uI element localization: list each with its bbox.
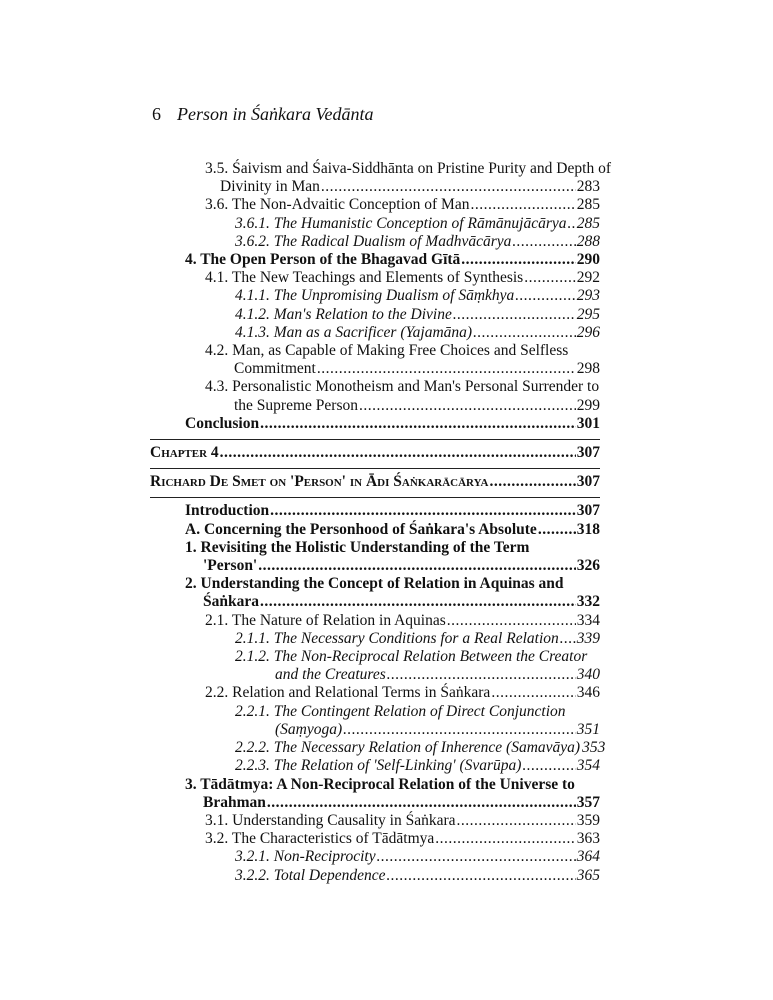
toc-entry-title: 2.2. Relation and Relational Terms in Śaṅkara (205, 684, 491, 702)
toc-entry[interactable] (150, 502, 600, 520)
toc-entry[interactable] (150, 397, 600, 415)
dot-leader (260, 593, 576, 611)
dot-leader (343, 721, 576, 739)
toc-entry[interactable] (150, 593, 600, 611)
toc-entry-page: 290 (576, 251, 600, 269)
dot-leader (470, 196, 575, 214)
toc-entry-title: 4.1. The New Teachings and Elements of Synthesis (205, 269, 524, 287)
toc-entry-title: 3.6.2. The Radical Dualism of Madhvācārya (235, 232, 512, 250)
dot-leader (491, 684, 575, 702)
toc-entry-title: 2.1. The Nature of Relation in Aquinas (205, 611, 446, 629)
toc-entry-page: 285 (576, 196, 600, 214)
toc-entry[interactable] (150, 557, 600, 575)
dot-leader (473, 324, 576, 342)
toc-entry-line: 2. Understanding the Concept of Relation in Aquinas and (185, 575, 564, 593)
toc-entry-title: 2.2.3. The Relation of 'Self-Linking' (Svarūpa) (235, 757, 522, 775)
toc-entry-page: 332 (576, 593, 600, 611)
toc-entry[interactable] (150, 360, 600, 378)
toc-entry-title: Richard De Smet on 'Person' in Ādi Śaṅkarācārya (150, 473, 489, 491)
toc-entry-title: Chapter 4 (150, 444, 219, 462)
toc-entry-title: and the Creatures (275, 666, 386, 684)
dot-leader (317, 360, 576, 378)
toc-entry-page: 359 (576, 811, 600, 829)
toc-entry-page: 283 (576, 178, 600, 196)
toc-entry-title: 3.1. Understanding Causality in Śaṅkara (205, 811, 456, 829)
toc-entry[interactable] (150, 306, 600, 324)
dot-leader (321, 178, 576, 196)
toc-entry-title: A. Concerning the Personhood of Śaṅkara's Absolute (185, 520, 537, 538)
toc-entry-title: 3.2. The Characteristics of Tādātmya (205, 830, 435, 848)
toc-entry-page: 364 (576, 848, 600, 866)
toc-entry-line: 3.5. Śaivism and Śaiva-Siddhānta on Pristine Purity and Depth of (205, 160, 611, 177)
toc-entry[interactable] (150, 233, 600, 251)
toc-entry[interactable] (150, 196, 600, 214)
toc-entry-page: 296 (576, 323, 600, 341)
toc-entry-line: 1. Revisiting the Holistic Understanding of the Term (185, 538, 530, 556)
dot-leader (560, 630, 576, 648)
toc-entry-page: 339 (576, 629, 600, 647)
toc-entry[interactable] (150, 867, 600, 885)
toc-entry-title: 'Person' (203, 557, 258, 575)
toc-divider (150, 468, 600, 469)
dot-leader (267, 794, 576, 812)
dot-leader (435, 830, 575, 848)
toc-entry-line: 3. Tādātmya: A Non-Reciprocal Relation of the Universe to (185, 775, 575, 793)
toc-divider (150, 439, 600, 440)
toc-entry-page: 293 (576, 287, 600, 305)
dot-leader (489, 473, 575, 491)
toc-entry-title: 4.1.2. Man's Relation to the Divine (235, 305, 452, 323)
toc-entry-line: 2.1.2. The Non-Reciprocal Relation Between the Creator (235, 648, 588, 666)
dot-leader (461, 251, 575, 269)
toc-entry[interactable] (150, 415, 600, 433)
toc-entry-title: 3.2.1. Non-Reciprocity (235, 848, 376, 866)
toc-entry-page: 334 (576, 611, 600, 629)
toc-entry-title: Śaṅkara (203, 593, 259, 611)
toc-entry-page: 307 (576, 473, 600, 491)
toc-entry-page: 353 (582, 739, 606, 757)
toc-entry[interactable] (150, 757, 600, 775)
toc-entry-page: 340 (576, 666, 600, 684)
dot-leader (515, 287, 575, 305)
toc-entry-title: 2.2.2. The Necessary Relation of Inherence (Samavāya) (235, 739, 581, 757)
dot-leader (258, 557, 576, 575)
dot-leader (453, 306, 576, 324)
running-title: Person in Śaṅkara Vedānta (177, 104, 374, 124)
toc-entry-title: Divinity in Man (220, 178, 320, 196)
toc-entry[interactable] (150, 473, 600, 491)
page-header (152, 104, 373, 125)
toc-entry-page: 326 (576, 557, 600, 575)
toc-entry[interactable] (150, 812, 600, 830)
toc-entry-page: 301 (576, 414, 600, 432)
toc-entry-title: Conclusion (185, 414, 260, 432)
toc-entry[interactable] (150, 521, 600, 539)
dot-leader (377, 848, 576, 866)
toc-entry-page: 292 (576, 269, 600, 287)
toc-entry[interactable] (150, 830, 600, 848)
toc-entry-title: 3.6.1. The Humanistic Conception of Rāmānujācārya (235, 214, 567, 232)
toc-entry-page: 354 (576, 757, 600, 775)
toc-entry-title: 3.2.2. Total Dependence (235, 866, 386, 884)
toc-entry-line: 2.2.1. The Contingent Relation of Direct Conjunction (235, 702, 566, 720)
toc-entry-page: 318 (576, 520, 600, 538)
toc-entry[interactable] (150, 287, 600, 305)
dot-leader (538, 521, 576, 539)
toc-entry[interactable] (150, 848, 600, 866)
dot-leader (457, 812, 576, 830)
toc-entry-page: 351 (576, 720, 600, 738)
toc-entry[interactable] (150, 324, 600, 342)
toc-entry-title: 4. The Open Person of the Bhagavad Gītā (185, 251, 461, 269)
toc-entry-page: 299 (576, 396, 600, 414)
toc-entry-page: 295 (576, 305, 600, 323)
toc-entry-title: Introduction (185, 502, 270, 520)
toc-entry-title: (Saṃyoga) (275, 720, 343, 738)
toc-entry[interactable] (150, 444, 600, 462)
dot-leader (270, 502, 576, 520)
toc-entry-page: 363 (576, 830, 600, 848)
toc-entry-title: Commitment (234, 360, 316, 378)
toc-entry[interactable] (150, 794, 600, 812)
toc-entry[interactable] (150, 684, 600, 702)
toc-entry[interactable] (150, 739, 606, 757)
dot-leader (524, 269, 576, 287)
toc-entry[interactable] (150, 251, 600, 269)
dot-leader (387, 666, 576, 684)
toc-entry-page: 298 (576, 360, 600, 378)
dot-leader (260, 415, 576, 433)
toc-entry-page: 346 (576, 684, 600, 702)
toc-entry-line: 4.3. Personalistic Monotheism and Man's Personal Surrender to (205, 378, 600, 396)
dot-leader (220, 444, 576, 462)
toc-entry-page: 357 (576, 793, 600, 811)
toc-entry-page: 307 (576, 502, 600, 520)
toc-entry-line: 4.2. Man, as Capable of Making Free Choices and Selfless (205, 342, 569, 360)
toc-entry-page: 365 (576, 866, 600, 884)
toc-entry-title: 4.1.3. Man as a Sacrificer (Yajamāna) (235, 323, 473, 341)
toc-divider (150, 497, 600, 498)
dot-leader (447, 612, 576, 630)
toc-entry-title: 4.1.1. The Unpromising Dualism of Sāṃkhya (235, 287, 515, 305)
toc-entry-page: 285 (576, 214, 600, 232)
page-number: 6 (152, 104, 161, 124)
dot-leader (387, 867, 576, 885)
dot-leader (522, 757, 575, 775)
dot-leader (512, 233, 575, 251)
toc-entry[interactable] (150, 612, 600, 630)
toc-entry[interactable] (150, 178, 600, 196)
table-of-contents (150, 160, 611, 885)
toc-entry[interactable] (150, 666, 600, 684)
toc-entry-title: 3.6. The Non-Advaitic Conception of Man (205, 196, 470, 214)
toc-entry-title: the Supreme Person (234, 396, 358, 414)
toc-entry-page: 307 (576, 444, 600, 462)
toc-entry[interactable] (150, 630, 600, 648)
toc-entry-title: Brahman (203, 793, 266, 811)
toc-entry[interactable] (150, 269, 600, 287)
toc-entry-title: 2.1.1. The Necessary Conditions for a Real Relation (235, 629, 559, 647)
toc-entry[interactable] (150, 215, 600, 233)
dot-leader (568, 215, 576, 233)
dot-leader (359, 397, 576, 415)
toc-entry[interactable] (150, 721, 600, 739)
toc-entry-page: 288 (576, 232, 600, 250)
